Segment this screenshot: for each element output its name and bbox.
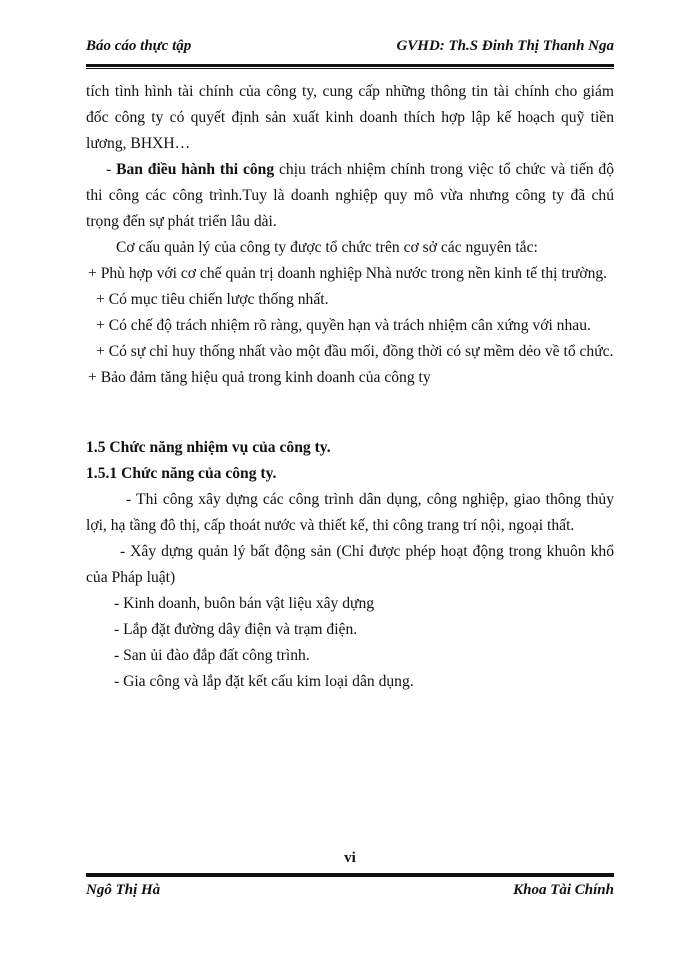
section-subheading: 1.5.1 Chức năng của công ty. [86,465,277,482]
principle-item: + Có chế độ trách nhiệm rõ ràng, quyền hạn và trách nhiệm cân xứng với nhau. [96,317,591,334]
document-body [86,79,614,695]
principle-item: + Phù hợp với cơ chế quản trị doanh nghiệp Nhà nước trong nền kinh tế thị trường. [88,265,608,282]
function-item: - Thi công xây dựng các công trình dân dụng, công nghiệp, giao thông thủy lợi, hạ tầng đô thị, cấp thoát nước và thiết kế, thi công trang trí nội, ngoại thất. [86,491,614,534]
paragraph-construction-board: - Ban điều hành thi công chịu trách nhiệm chính trong việc tổ chức và tiến độ thi công các công trình.Tuy là doanh nghiệp quy mô vừa nhưng công ty đã chú trọng đến sự phát triển lâu dài. [86,161,615,230]
principle-item: + Có sự chỉ huy thống nhất vào một đầu mối, đồng thời có sự mềm dẻo về tổ chức. [96,343,614,360]
function-item: - Gia công và lắp đặt kết cấu kim loại dân dụng. [114,673,414,690]
footer-department: Khoa Tài Chính [513,882,614,898]
header-advisor: GVHD: Th.S Đinh Thị Thanh Nga [396,38,614,54]
function-item: - Xây dựng quản lý bất động sản (Chỉ được phép hoạt động trong khuôn khổ của Pháp luật) [86,543,614,586]
principle-item: + Có mục tiêu chiến lược thống nhất. [96,291,329,308]
header-rule [86,64,614,69]
paragraph-finance-duties: tích tình hình tài chính của công ty, cung cấp những thông tin tài chính cho giám đốc công ty có quyết định sản xuất kinh doanh thích hợp lập kế hoạch quỹ tiền lương, BHXH… [86,83,614,152]
principle-item: + Bảo đảm tăng hiệu quả trong kinh doanh của công ty [88,369,431,386]
page-number: vi [344,850,356,866]
function-item: - Kinh doanh, buôn bán vật liệu xây dựng [114,595,375,612]
footer-author: Ngô Thị Hà [86,882,161,898]
section-heading: 1.5 Chức năng nhiệm vụ của công ty. [86,439,331,456]
construction-board-term: Ban điều hành thi công [116,161,275,178]
footer-rule [86,872,614,877]
page-footer [86,882,614,899]
paragraph-principles-intro: Cơ cấu quản lý của công ty được tổ chức trên cơ sở các nguyên tắc: [116,239,538,256]
function-item: - San ủi đào đắp đất công trình. [114,647,310,664]
header-report-title: Báo cáo thực tập [86,38,192,54]
page-header [86,38,614,55]
function-item: - Lắp đặt đường dây điện và trạm điện. [114,621,358,638]
